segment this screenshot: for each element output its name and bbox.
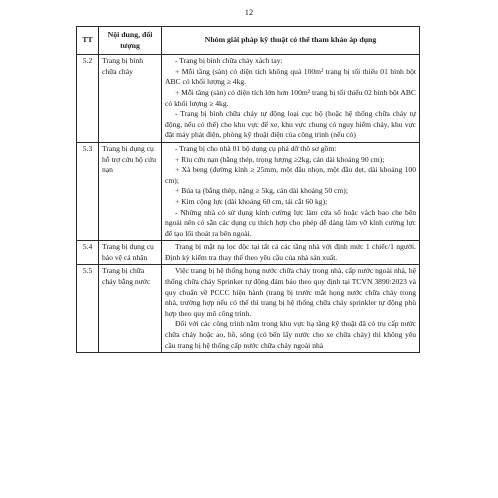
solution-paragraph: + Mỗi tầng (sàn) có diện tích lớn hơn 100m² trang bị tối thiểu 02 bình bột ABC có khối lượng ≥ 4kg. <box>165 87 416 108</box>
page-number: 12 <box>244 7 254 17</box>
solution-paragraph: + Xà beng (đường kính ≥ 25mm, một đầu nhọn, một đầu dẹt, dài khoảng 100 cm); <box>165 165 416 185</box>
row-number: 5.2 <box>77 55 99 143</box>
solution-paragraph: Trang bị mặt nạ lọc độc tại tất cả các tầng nhà với định mức 1 chiếc/1 người. Định kỳ kiểm tra thay thế theo yêu cầu của nhà sản xuất. <box>165 242 416 262</box>
solution-paragraph: + Mỗi tầng (sàn) có diện tích không quá 100m² trang bị tối thiểu 01 bình bột ABC có khối lượng ≥ 4kg. <box>165 66 416 87</box>
row-solution <box>162 55 420 143</box>
row-content: Trang bị dụng cụ hỗ trợ cứu hộ cứu nạn <box>99 142 162 240</box>
solution-paragraph: + Kìm cộng lực (dài khoảng 60 cm, tải cắt 60 kg); <box>175 196 328 206</box>
fire-safety-solutions-table <box>76 26 420 353</box>
solution-paragraph: - Trang bị bình chữa cháy xách tay: <box>175 56 283 66</box>
solution-paragraph: + Búa tạ (bằng thép, nặng ≥ 5kg, cán dài khoảng 50 cm); <box>175 186 348 196</box>
header-solution: Nhóm giải pháp kỹ thuật có thể tham khảo áp dụng <box>162 27 420 55</box>
header-tt: TT <box>77 27 99 55</box>
header-content: Nội dung, đối tượng <box>99 27 162 55</box>
solution-paragraph: - Trang bị cho nhà 01 bộ dụng cụ phá dỡ thô sơ gồm: <box>175 143 337 153</box>
row-number: 5.5 <box>77 265 99 353</box>
table-row <box>77 241 420 265</box>
row-content: Trang bị bình chữa cháy <box>99 55 162 143</box>
row-solution <box>162 142 420 240</box>
row-solution <box>162 241 420 265</box>
solution-paragraph: + Rìu cứu nạn (bằng thép, trọng lượng ≥2kg, cán dài khoảng 90 cm); <box>175 154 385 164</box>
solution-paragraph: Đối với các công trình nằm trong khu vực hạ tầng kỹ thuật đã có trụ cấp nước chữa cháy hoặc ao, hồ, sông (có bến lấy nước cho xe chữa cháy) thì không yêu cầu trang bị hệ thống cấp nước chữa cháy ngoài nhà <box>165 319 416 350</box>
table-row <box>77 142 420 240</box>
solution-paragraph: - Những nhà có sử dụng kính cường lực làm cửa sổ hoặc vách bao che bên ngoài nên có sẵn các dụng cụ thích hợp cho phép dễ dàng làm vỡ kính cường lực để tạo lối thoát ra bên ngoài. <box>165 207 416 238</box>
solution-paragraph: - Trang bị bình chữa cháy tự động loại cục bộ (hoặc hệ thống chữa cháy tự động, nếu có thể) cho khu vực để xe, khu vực chung có nguy hiểm cháy, khu vực đặt máy phát điện, phòng kỹ thuật điện của công trình (nếu có) <box>165 109 416 140</box>
row-content: Trang bị chữa cháy bằng nước <box>99 265 162 353</box>
solution-paragraph: Việc trang bị hệ thống họng nước chữa cháy trong nhà, cấp nước ngoài nhà, hệ thống chữa cháy Sprinker tự động đảm bảo theo quy định tại TCVN 3890:2023 và quy chuẩn về PCCC hiện hành (trang bị trước mắt họng nước chữa cháy trong nhà, trường hợp nếu có thể thì trang bị hệ thống chữa cháy sprinkler tự động phù hợp theo quy mô công trình. <box>165 266 416 318</box>
row-solution <box>162 265 420 353</box>
table-row <box>77 265 420 353</box>
row-content: Trang bị dụng cụ bảo vệ cá nhân <box>99 241 162 265</box>
row-number: 5.3 <box>77 142 99 240</box>
table-row <box>77 55 420 143</box>
table-header-row <box>77 27 420 55</box>
row-number: 5.4 <box>77 241 99 265</box>
